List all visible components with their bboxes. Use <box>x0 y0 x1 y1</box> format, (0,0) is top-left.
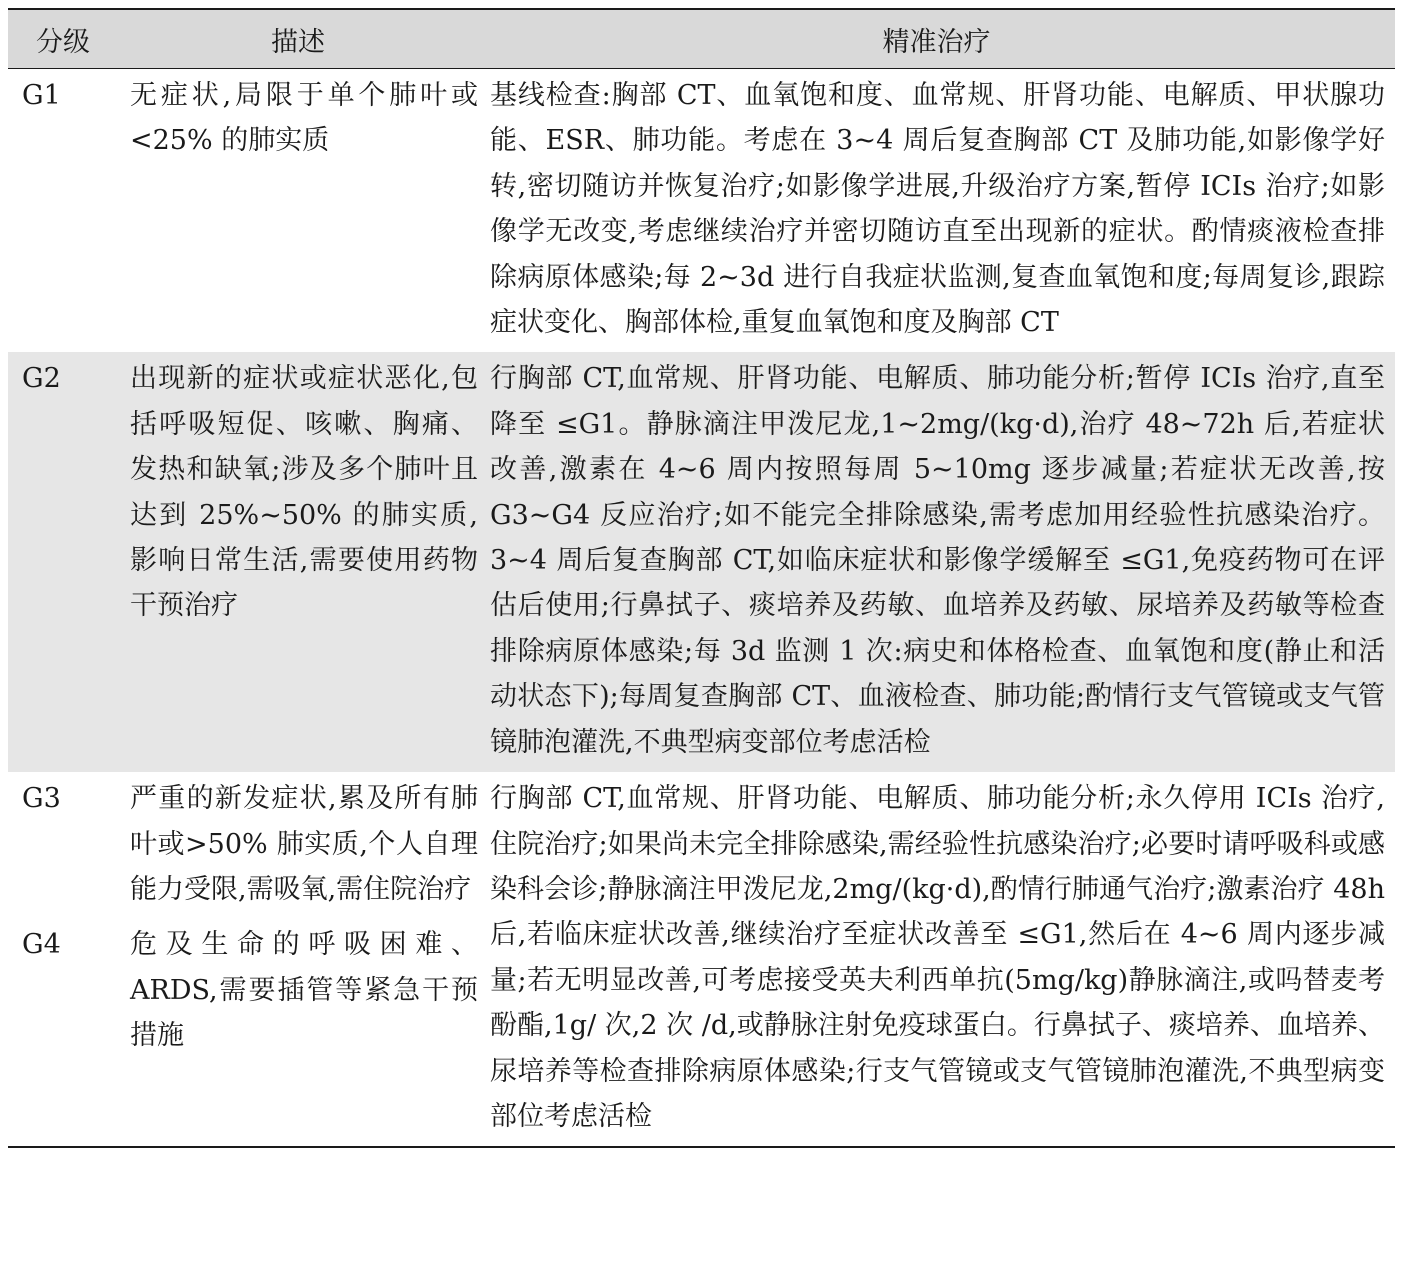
grade-cell: G2 <box>22 363 61 395</box>
grade-cell: G1 <box>22 80 61 111</box>
header-description: 描述 <box>271 26 325 58</box>
table-row <box>8 69 1395 352</box>
treatment-cell: 行胸部 CT,血常规、肝肾功能、电解质、肺功能分析;永久停用 ICIs 治疗,住院治疗;如果尚未完全排除感染,需经验性抗感染治疗;必要时请呼吸科或感染科会诊;静脉滴注甲泼尼龙,2mg/(kg·d),酌情行肺通气治疗;激素治疗 48h 后,若临床症状改善,继续治疗至症状改善至 ≤G1,然后在 4~6 周内逐步减量;若无明显改善,可考虑接受英夫利西单抗(5mg/kg)静脉滴注,或吗替麦考酚酯,1g/ 次,2 次 /d,或静脉注射免疫球蛋白。行鼻拭子、痰培养、血培养、尿培养等检查排除病原体感染;行支气管镜或支气管镜肺泡灌洗,不典型病变部位考虑活检 <box>490 783 1385 1132</box>
description-cell: 出现新的症状或症状恶化,包括呼吸短促、咳嗽、胸痛、发热和缺氧;涉及多个肺叶且达到 25%~50% 的肺实质,影响日常生活,需要使用药物干预治疗 <box>130 363 478 622</box>
grade-sub-row <box>8 776 478 912</box>
grade-group <box>8 776 478 1139</box>
treatment-cell: 基线检查:胸部 CT、血氧饱和度、血常规、肝肾功能、电解质、甲状腺功能、ESR、肺功能。考虑在 3~4 周后复查胸部 CT 及肺功能,如影像学好转,密切随访并恢复治疗;如影像学进展,升级治疗方案,暂停 ICIs 治疗;如影像学无改变,考虑继续治疗并密切随访直至出现新的症状。酌情痰液检查排除病原体感染;每 2~3d 进行自我症状监测,复查血氧饱和度;每周复诊,跟踪症状变化、胸部体检,重复血氧饱和度及胸部 CT <box>490 80 1385 339</box>
grade-cell: G4 <box>22 929 61 961</box>
header-treatment: 精准治疗 <box>882 26 991 58</box>
grade-cell: G3 <box>22 783 61 815</box>
grade-sub-row <box>8 922 478 1058</box>
table-row <box>8 772 1395 1146</box>
grading-table <box>8 8 1395 1148</box>
description-cell: 严重的新发症状,累及所有肺叶或>50% 肺实质,个人自理能力受限,需吸氧,需住院治疗 <box>130 783 478 905</box>
description-cell: 无症状,局限于单个肺叶或<25% 的肺实质 <box>130 80 478 157</box>
description-cell: 危及生命的呼吸困难、ARDS,需要插管等紧急干预措施 <box>130 929 478 1052</box>
table-row <box>8 352 1395 772</box>
header-grade: 分级 <box>36 26 90 58</box>
table-header <box>8 10 1395 69</box>
treatment-cell: 行胸部 CT,血常规、肝肾功能、电解质、肺功能分析;暂停 ICIs 治疗,直至降至 ≤G1。静脉滴注甲泼尼龙,1~2mg/(kg·d),治疗 48~72h 后,若症状改善,激素在 4~6 周内按照每周 5~10mg 逐步减量;若症状无改善,按 G3~G4 反应治疗;如不能完全排除感染,需考虑加用经验性抗感染治疗。3~4 周后复查胸部 CT,如临床症状和影像学缓解至 ≤G1,免疫药物可在评估后使用;行鼻拭子、痰培养及药敏、血培养及药敏、尿培养及药敏等检查排除病原体感染;每 3d 监测 1 次:病史和体格检查、血氧饱和度(静止和活动状态下);每周复查胸部 CT、血液检查、肺功能;酌情行支气管镜或支气管镜肺泡灌洗,不典型病变部位考虑活检 <box>490 363 1385 758</box>
